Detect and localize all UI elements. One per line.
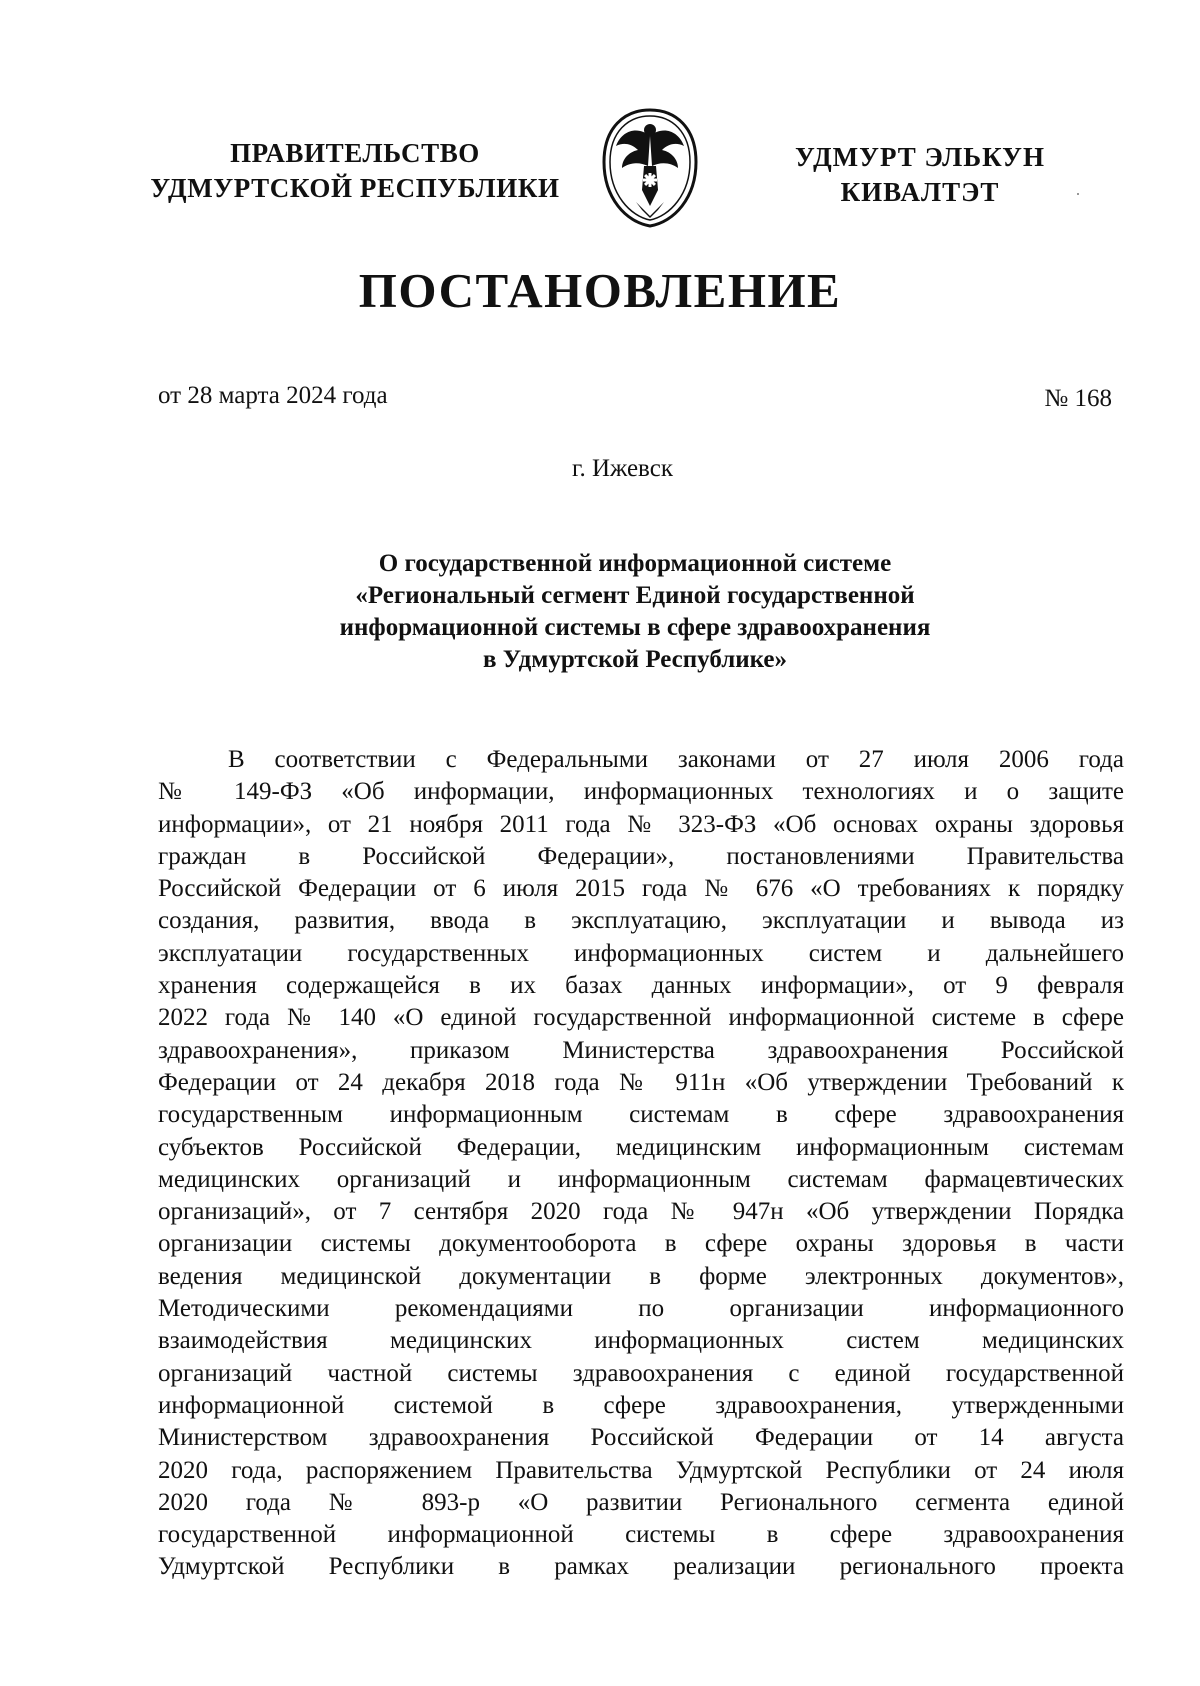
body-line: государственной информационной системы в сфере здравоохранения [158,1521,1124,1549]
body-line: организаций частной системы здравоохранения с единой государственной [158,1359,1124,1387]
body-line: 2020 года № 893-р «О развитии Регионального сегмента единой [158,1488,1124,1516]
body-line: медицинских организаций и информационным системам фармацевтических [158,1165,1124,1193]
udmurt-coat-of-arms-icon [598,106,702,230]
issuer-udmurt-line-1: УДМУРТ ЭЛЬКУН [795,142,1045,172]
issuer-line-2: УДМУРТСКОЙ РЕСПУБЛИКИ [150,173,560,203]
body-line: субъектов Российской Федерации, медицинским информационным системам [158,1133,1124,1161]
body-line: граждан в Российской Федерации», постановлениями Правительства [158,842,1124,870]
title-line: О государственной информационной системе [378,550,892,577]
issuer-name-russian [125,136,585,206]
document-type-heading: ПОСТАНОВЛЕНИЕ [358,263,842,318]
body-line: организаций», от 7 сентября 2020 года № 947н «Об утверждении Порядка [158,1198,1124,1226]
body-line: хранения содержащейся в их базах данных информации», от 9 февраля [158,972,1124,1000]
document-number: № 168 [1044,385,1112,412]
body-line: государственным информационным системам в сфере здравоохранения [158,1101,1124,1129]
body-line: 2020 года, распоряжением Правительства Удмуртской Республики от 24 июля [158,1456,1124,1484]
document-title [250,548,1020,676]
issuer-line-1: ПРАВИТЕЛЬСТВО [230,138,480,168]
body-line: создания, развития, ввода в эксплуатацию, эксплуатации и вывода из [158,907,1124,935]
title-line: информационной системы в сфере здравоохранения [339,614,931,641]
body-line: Федерации от 24 декабря 2018 года № 911н «Об утверждении Требований к [158,1068,1124,1096]
body-line: организации системы документооборота в сфере охраны здоровья в части [158,1230,1124,1258]
body-line: Удмуртской Республики в рамках реализации регионального проекта [158,1553,1124,1581]
title-line: в Удмуртской Республике» [482,646,788,673]
body-line: Российской Федерации от 6 июля 2015 года № 676 «О требованиях к порядку [158,875,1124,903]
title-line: «Региональный сегмент Единой государственной [355,582,915,609]
document-date: от 28 марта 2024 года [158,382,388,409]
body-line: В соответствии с Федеральными законами от 27 июля 2006 года [228,746,1124,773]
body-line: № 149-ФЗ «Об информации, информационных технологиях и о защите [158,778,1124,806]
body-line: Министерством здравоохранения Российской Федерации от 14 августа [158,1424,1124,1452]
body-line: ведения медицинской документации в форме электронных документов», [158,1262,1124,1290]
body-line: информации», от 21 ноября 2011 года № 323-ФЗ «Об основах охраны здоровья [158,810,1124,838]
body-line: 2022 года № 140 «О единой государственной информационной системе в сфере [158,1004,1124,1032]
document-body [158,744,1124,1584]
issuer-udmurt-line-2: КИВАЛТЭТ [840,177,1000,207]
document-city: г. Ижевск [572,455,673,482]
body-line: информационной системой в сфере здравоохранения, утвержденными [158,1391,1124,1419]
body-line: здравоохранения», приказом Министерства здравоохранения Российской [158,1036,1124,1064]
body-line: взаимодействия медицинских информационных систем медицинских [158,1327,1124,1355]
body-line: Методическими рекомендациями по организации информационного [158,1295,1124,1323]
scan-speck [1077,193,1079,195]
body-line: эксплуатации государственных информационных систем и дальнейшего [158,939,1124,967]
issuer-name-udmurt [770,140,1070,210]
